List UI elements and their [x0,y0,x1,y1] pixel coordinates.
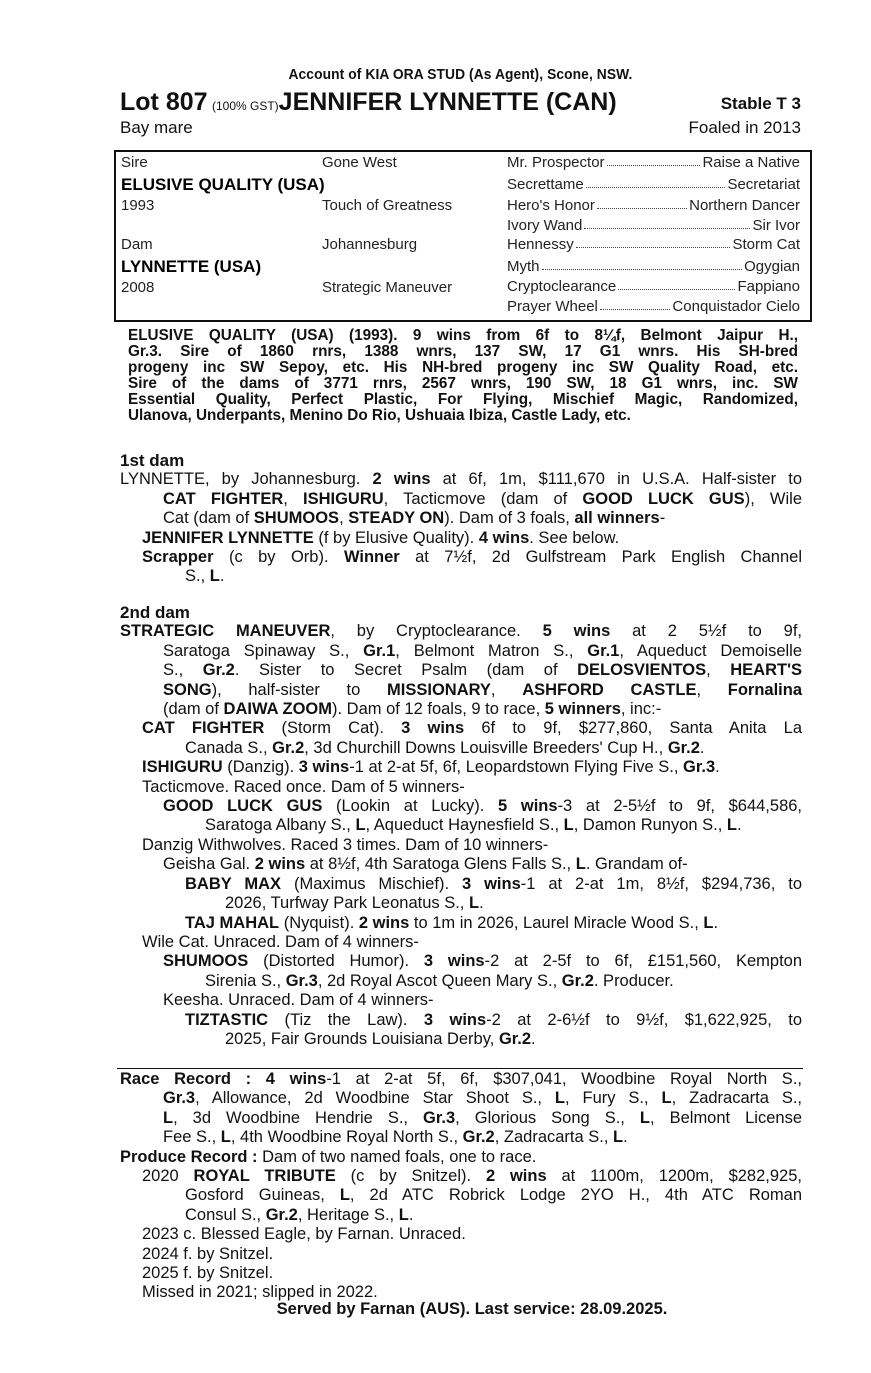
record-lines [120,1070,802,1303]
record-line: Gr.3, Allowance, 2d Woodbine Star Shoot S., L, Fury S., L, Zadracarta S., [163,1089,802,1108]
stable-number: Stable T 3 [720,94,801,113]
lot-header [120,88,801,118]
sex-colour: Bay mare [120,118,193,137]
second-dam-line: Saratoga Spinaway S., Gr.1, Belmont Matron S., Gr.1, Aqueduct Demoiselle [163,641,803,660]
first-dam-section [120,451,802,587]
second-dam-line: GOOD LUCK GUS (Lookin at Lucky). 5 wins-3 at 2-5½f to 9f, $644,586, [163,797,803,816]
record-line: Missed in 2021; slipped in 2022. [142,1283,378,1302]
sire-name: ELUSIVE QUALITY (USA) [121,175,325,194]
sire-summary-line: ELUSIVE QUALITY (USA) (1993). 9 wins from 6f to 8¼f, Belmont Jaipur H., [128,327,798,344]
record-line: 2023 c. Blessed Eagle, by Farnan. Unraced. [142,1225,466,1244]
second-dam-line: Saratoga Albany S., L, Aqueduct Haynesfield S., L, Damon Runyon S., L. [205,816,742,835]
lot-number: Lot 807 [120,88,208,116]
pedigree-table [114,150,812,322]
pedigree-gen3-row: Cryptoclearance Fappiano [507,278,800,295]
first-dam-lines [120,470,802,586]
record-line: Consul S., Gr.2, Heritage S., L. [185,1205,414,1224]
record-line: Gosford Guineas, L, 2d ATC Robrick Lodge 2YO H., 4th ATC Roman [185,1186,803,1205]
second-dam-line: Danzig Withwolves. Raced 3 times. Dam of 10 winners- [142,835,549,854]
sire-summary-line: progeny inc SW Sepoy, etc. His NH-bred progeny inc SW Quality Road, etc. [128,359,798,376]
second-dam-line: Geisha Gal. 2 wins at 8½f, 4th Saratoga Glens Falls S., L. Grandam of- [163,855,688,874]
sire-summary-line: Sire of the dams of 3771 rnrs, 2567 wnrs, 190 SW, 18 G1 wnrs, inc. SW [128,375,798,392]
second-dam-line: Keesha. Unraced. Dam of 4 winners- [163,991,434,1010]
second-dam-line: TIZTASTIC (Tiz the Law). 3 wins-2 at 2-6½f to 9½f, $1,622,925, to [185,1010,803,1029]
second-dam-lines [120,622,802,1049]
served-note: Served by Farnan (AUS). Last service: 28.09.2025. [276,1300,668,1318]
sire-label: Sire [121,154,148,171]
record-line: L, 3d Woodbine Hendrie S., Gr.3, Glorious Song S., L, Belmont License [163,1108,802,1127]
horse-name: JENNIFER LYNNETTE (CAN) [278,88,617,116]
second-dam-line: (dam of DAIWA ZOOM). Dam of 12 foals, 9 to race, 5 winners, inc:- [163,700,662,719]
second-dam-line: 2026, Turfway Park Leonatus S., L. [225,894,484,913]
sire-summary-line: Gr.3. Sire of 1860 rnrs, 1388 wnrs, 137 SW, 17 G1 wnrs. His SH-bred [128,343,798,360]
record-line: 2020 ROYAL TRIBUTE (c by Snitzel). 2 wins at 1100m, 1200m, $282,925, [142,1167,802,1186]
first-dam-line: Scrapper (c by Orb). Winner at 7½f, 2d Gulfstream Park English Channel [142,548,802,567]
pedigree-gen3-row: Ivory Wand Sir Ivor [507,217,800,234]
record-line: 2025 f. by Snitzel. [142,1264,274,1283]
second-dam-line: SHUMOOS (Distorted Humor). 3 wins-2 at 2-5f to 6f, £151,560, Kempton [163,952,803,971]
sire-year: 1993 [121,197,155,214]
first-dam-line: JENNIFER LYNNETTE (f by Elusive Quality). 4 wins. See below. [142,528,620,547]
dam-dam: Strategic Maneuver [322,279,453,296]
foaled-year: Foaled in 2013 [688,118,801,137]
record-line: Fee S., L, 4th Woodbine Royal North S., Gr.2, Zadracarta S., L. [163,1128,628,1147]
sire-sire: Gone West [322,154,397,171]
sire-dam: Touch of Greatness [322,197,453,214]
gst-note: (100% GST) [211,99,279,113]
sire-summary-line: Essential Quality, Perfect Plastic, For Flying, Mischief Magic, Randomized, [128,391,798,408]
second-dam-line: Tacticmove. Raced once. Dam of 5 winners- [142,777,465,796]
record-line: Produce Record : Dam of two named foals, one to race. [120,1147,537,1166]
second-dam-line: Canada S., Gr.2, 3d Churchill Downs Louisville Breeders' Cup H., Gr.2. [185,738,705,757]
sire-summary [128,328,798,424]
sire-summary-line: Ulanova, Underpants, Menino Do Rio, Ushuaia Ibiza, Castle Lady, etc. [128,407,631,424]
dam-year: 2008 [121,279,155,296]
second-dam-line: 2025, Fair Grounds Louisiana Derby, Gr.2. [225,1029,536,1048]
second-dam-heading: 2nd dam [120,603,190,622]
second-dam-line: ISHIGURU (Danzig). 3 wins-1 at 2-at 5f, 6f, Leopardstown Flying Five S., Gr.3. [142,758,720,777]
pedigree-gen3-row: Myth Ogygian [507,258,800,275]
section-divider [117,1068,803,1069]
second-dam-line: STRATEGIC MANEUVER, by Cryptoclearance. 5 wins at 2 5½f to 9f, [120,622,803,641]
first-dam-line: Cat (dam of SHUMOOS, STEADY ON). Dam of 3 foals, all winners- [163,509,666,528]
pedigree-gen3-row: Prayer Wheel Conquistador Cielo [507,298,800,315]
pedigree-gen3-row: Hero's Honor Northern Dancer [507,197,800,214]
dam-label: Dam [121,236,153,253]
first-dam-line: LYNNETTE, by Johannesburg. 2 wins at 6f, 1m, $111,670 in U.S.A. Half-sister to [120,470,803,489]
horse-description [120,118,801,138]
pedigree-gen3-row: Hennessy Storm Cat [507,236,800,253]
second-dam-line: Wile Cat. Unraced. Dam of 4 winners- [142,932,419,951]
dam-sire: Johannesburg [322,236,418,253]
second-dam-line: TAJ MAHAL (Nyquist). 2 wins to 1m in 2026, Laurel Miracle Wood S., L. [185,913,719,932]
dam-name: LYNNETTE (USA) [121,257,262,276]
vendor-account: Account of KIA ORA STUD (As Agent), Scone, NSW. [288,66,633,83]
second-dam-line: CAT FIGHTER (Storm Cat). 3 wins 6f to 9f, $277,860, Santa Anita La [142,719,802,738]
first-dam-heading: 1st dam [120,451,185,470]
first-dam-line: S., L. [185,567,225,586]
second-dam-line: BABY MAX (Maximus Mischief). 3 wins-1 at 2-at 1m, 8½f, $294,736, to [185,874,802,893]
second-dam-line: S., Gr.2. Sister to Secret Psalm (dam of DELOSVIENTOS, HEART'S [163,661,802,680]
first-dam-line: CAT FIGHTER, ISHIGURU, Tacticmove (dam of GOOD LUCK GUS), Wile [163,489,803,508]
pedigree-gen3-row: Secrettame Secretariat [507,176,800,193]
pedigree-gen3-row: Mr. Prospector Raise a Native [507,154,800,171]
record-line: 2024 f. by Snitzel. [142,1244,274,1263]
second-dam-line: Sirenia S., Gr.3, 2d Royal Ascot Queen Mary S., Gr.2. Producer. [205,971,674,990]
records-section [120,1070,802,1303]
record-line: Race Record : 4 wins-1 at 2-at 5f, 6f, $307,041, Woodbine Royal North S., [120,1070,802,1088]
second-dam-section [120,603,802,1049]
second-dam-line: SONG), half-sister to MISSIONARY, ASHFORD CASTLE, Fornalina [163,680,803,699]
